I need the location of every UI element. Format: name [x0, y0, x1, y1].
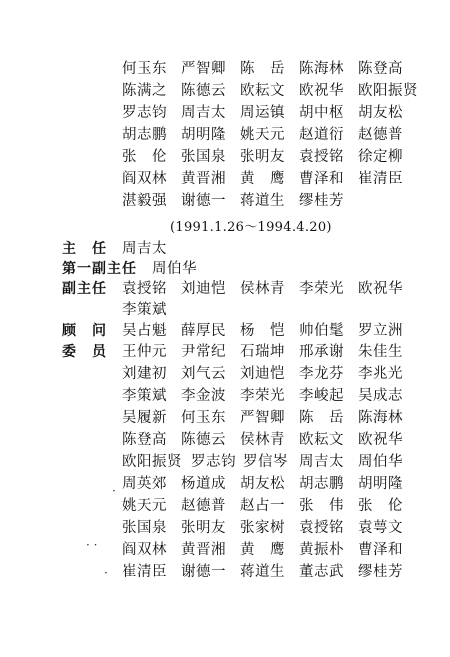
person-name: 胡明隆 [358, 476, 403, 492]
person-name: 欧耘文 [240, 83, 285, 99]
person-name: 袁授铭 [299, 149, 344, 165]
person-name: 赵道衍 [299, 127, 344, 143]
person-name: 杨道成 [181, 476, 226, 492]
person-name: 何玉东 [181, 410, 226, 426]
person-name: 李龙芬 [299, 366, 344, 382]
person-name: 周伯华 [152, 261, 197, 277]
person-name: 刘迪恺 [240, 366, 285, 382]
person-name: 刘气云 [181, 366, 226, 382]
person-name: 崔清臣 [358, 171, 403, 187]
person-name: 陈德云 [181, 83, 226, 99]
person-name: 薛厚民 [181, 323, 226, 339]
person-name: 欧阳振贤 [122, 454, 182, 470]
first-vice-chair-label: 第一副主任 [62, 261, 137, 277]
person-name: 袁萼文 [358, 520, 403, 536]
person-name: 张明友 [181, 520, 226, 536]
person-name: 赵占一 [240, 498, 285, 514]
person-name: 赵德普 [358, 127, 403, 143]
person-name: 刘建初 [122, 366, 167, 382]
person-name: 欧耘文 [299, 432, 344, 448]
scan-speck: · [104, 566, 108, 580]
person-name: 欧祝华 [358, 432, 403, 448]
person-name: 陈德云 [181, 432, 226, 448]
person-name: 胡志鹏 [122, 127, 167, 143]
person-name: 石瑞坤 [240, 344, 285, 360]
person-name: 阎双林 [122, 542, 167, 558]
person-name: 曹泽和 [299, 171, 344, 187]
vice-chair-label: 副主任 [62, 281, 107, 297]
person-name: 刘迪恺 [181, 281, 226, 297]
person-name: 崔清臣 [122, 564, 167, 580]
person-name: 董志武 [299, 564, 344, 580]
person-name: 帅伯髦 [299, 323, 344, 339]
person-name: 罗志钧 [191, 454, 236, 470]
person-name: 欧祝华 [299, 83, 344, 99]
person-name: 周吉太 [181, 105, 226, 121]
person-name: 周吉太 [122, 241, 167, 257]
person-name: 侯林青 [240, 432, 285, 448]
person-name: 李策斌 [122, 302, 167, 318]
person-name: 何玉东 [122, 61, 167, 77]
person-name: 陈 岳 [299, 410, 344, 426]
person-name: 胡友松 [358, 105, 403, 121]
person-name: 陈 岳 [240, 61, 285, 77]
person-name: 李荣光 [299, 281, 344, 297]
person-name: 黄晋湘 [181, 171, 226, 187]
person-name: 黄 鹰 [240, 542, 285, 558]
scan-speck: · [112, 484, 116, 498]
person-name: 朱佳生 [358, 344, 403, 360]
person-name: 谢德一 [181, 193, 226, 209]
person-name: 张 伟 [299, 498, 344, 514]
person-name: 谢德一 [181, 564, 226, 580]
person-name: 吴履新 [122, 410, 167, 426]
person-name: 张 伦 [122, 149, 167, 165]
person-name: 李峻起 [299, 388, 344, 404]
person-name: 阎双林 [122, 171, 167, 187]
person-name: 罗立洲 [358, 323, 403, 339]
person-name: 姚天元 [122, 498, 167, 514]
person-name: 姚天元 [240, 127, 285, 143]
person-name: 袁授铭 [122, 281, 167, 297]
person-name: 胡中枢 [299, 105, 344, 121]
person-name: 李兆光 [358, 366, 403, 382]
person-name: 吴占魁 [122, 323, 167, 339]
chair-label: 主 任 [62, 241, 107, 257]
person-name: 李金波 [181, 388, 226, 404]
person-name: 尹常纪 [181, 344, 226, 360]
person-name: 赵德普 [181, 498, 226, 514]
person-name: 湛毅强 [122, 193, 167, 209]
person-name: 胡明隆 [181, 127, 226, 143]
person-name: 欧祝华 [358, 281, 403, 297]
person-name: 陈海林 [299, 61, 344, 77]
person-name: 陈满之 [122, 83, 167, 99]
person-name: 吴成志 [358, 388, 403, 404]
person-name: 胡友松 [240, 476, 285, 492]
person-name: 陈海林 [358, 410, 403, 426]
person-name: 蒋道生 [240, 193, 285, 209]
person-name: 欧阳振贤 [358, 83, 418, 99]
person-name: 严智卿 [240, 410, 285, 426]
person-name: 袁授铭 [299, 520, 344, 536]
person-name: 侯林青 [240, 281, 285, 297]
person-name: 杨 恺 [240, 323, 285, 339]
person-name: 李荣光 [240, 388, 285, 404]
person-name: 张国泉 [122, 520, 167, 536]
term-period: (1991.1.26～1994.4.20) [170, 220, 332, 235]
person-name: 周吉太 [299, 454, 344, 470]
member-label: 委 员 [62, 344, 107, 360]
person-name: 缪桂芳 [299, 193, 344, 209]
person-name: 蒋道生 [240, 564, 285, 580]
person-name: 张明友 [240, 149, 285, 165]
person-name: 黄晋湘 [181, 542, 226, 558]
person-name: 黄振朴 [299, 542, 344, 558]
person-name: 张 伦 [358, 498, 403, 514]
person-name: 陈登高 [122, 432, 167, 448]
person-name: 王仲元 [122, 344, 167, 360]
person-name: 胡志鹏 [299, 476, 344, 492]
person-name: 徐定柳 [358, 149, 403, 165]
person-name: 周伯华 [358, 454, 403, 470]
person-name: 李策斌 [122, 388, 167, 404]
person-name: 张国泉 [181, 149, 226, 165]
person-name: 陈登高 [358, 61, 403, 77]
person-name: 严智卿 [181, 61, 226, 77]
person-name: 罗志钧 [122, 105, 167, 121]
person-name: 周运镇 [240, 105, 285, 121]
person-name: 邢承谢 [299, 344, 344, 360]
scan-speck: · · [86, 538, 98, 552]
person-name: 曹泽和 [358, 542, 403, 558]
person-name: 张家树 [240, 520, 285, 536]
advisor-label: 顾 问 [62, 323, 107, 339]
person-name: 缪桂芳 [358, 564, 403, 580]
person-name: 周英郊 [122, 476, 167, 492]
person-name: 罗信岑 [243, 454, 288, 470]
person-name: 黄 鹰 [240, 171, 285, 187]
